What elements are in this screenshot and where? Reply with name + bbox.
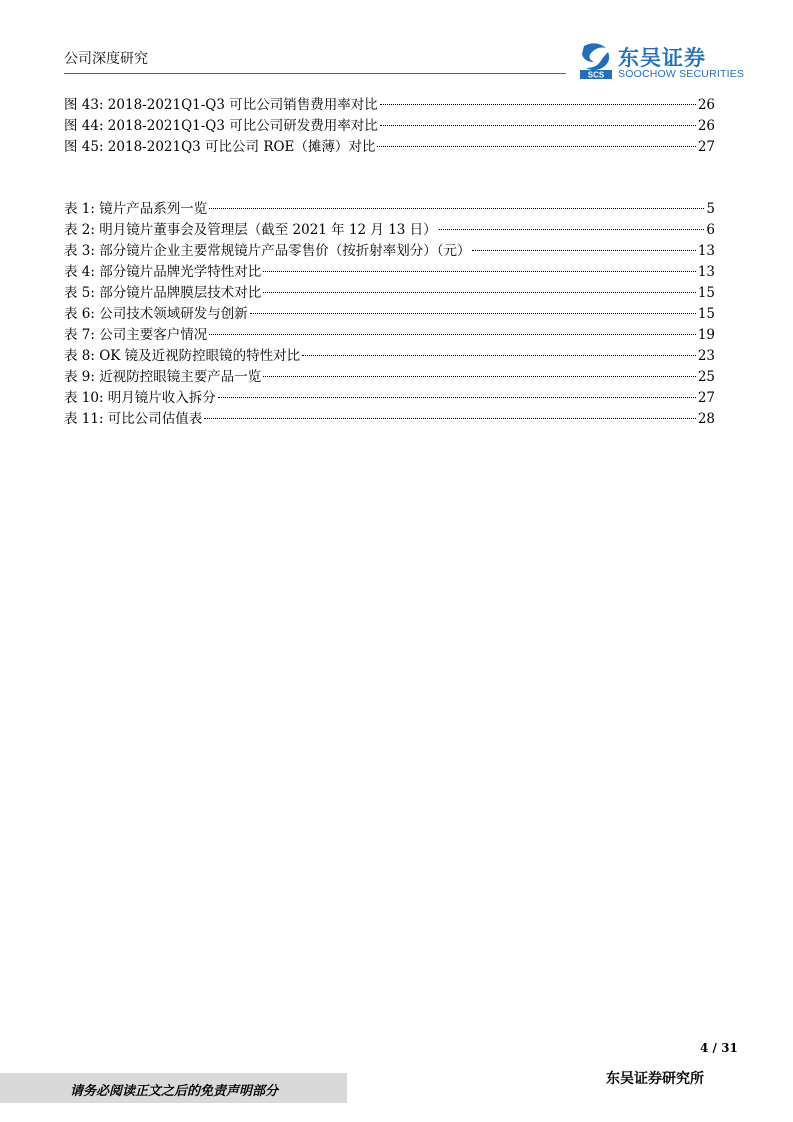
toc-entry-label: 表 11: 可比公司估值表 bbox=[64, 411, 203, 427]
toc-entry-label: 表 2: 明月镜片董事会及管理层（截至 2021 年 12 月 13 日） bbox=[64, 222, 437, 238]
toc-entry-page: 15 bbox=[697, 285, 715, 301]
toc-entry-table-11[interactable] bbox=[64, 409, 715, 430]
toc-entry-table-10[interactable] bbox=[64, 388, 715, 409]
toc-entry-page: 15 bbox=[697, 306, 715, 322]
dot-leader bbox=[380, 104, 696, 105]
soochow-logo-icon bbox=[578, 42, 614, 82]
toc-entry-label: 表 9: 近视防控眼镜主要产品一览 bbox=[64, 369, 262, 385]
dot-leader bbox=[263, 271, 696, 272]
toc-entry-page: 26 bbox=[697, 97, 715, 113]
dot-leader bbox=[204, 418, 696, 419]
dot-leader bbox=[302, 355, 696, 356]
toc-entry-table-2[interactable] bbox=[64, 220, 715, 241]
toc-entry-table-8[interactable] bbox=[64, 346, 715, 367]
toc-entry-table-9[interactable] bbox=[64, 367, 715, 388]
toc-entry-page: 27 bbox=[697, 390, 715, 406]
toc-entry-page: 25 bbox=[697, 369, 715, 385]
dot-leader bbox=[209, 334, 696, 335]
toc-entry-page: 26 bbox=[697, 118, 715, 134]
figure-list bbox=[64, 95, 715, 158]
toc-entry-page: 5 bbox=[706, 201, 715, 217]
toc-entry-page: 6 bbox=[706, 222, 715, 238]
toc-entry-table-5[interactable] bbox=[64, 283, 715, 304]
dot-leader bbox=[377, 146, 695, 147]
toc-entry-page: 13 bbox=[697, 264, 715, 280]
toc-entry-label: 图 44: 2018-2021Q1-Q3 可比公司研发费用率对比 bbox=[64, 118, 378, 134]
toc-entry-label: 表 6: 公司技术领域研发与创新 bbox=[64, 306, 248, 322]
disclaimer-note: 请务必阅读正文之后的免责声明部分 bbox=[70, 1084, 279, 1099]
brand-name-en: SOOCHOW SECURITIES bbox=[618, 68, 745, 80]
toc-entry-label: 表 1: 镜片产品系列一览 bbox=[64, 201, 208, 217]
report-type: 公司深度研究 bbox=[64, 51, 148, 67]
dot-leader bbox=[472, 250, 695, 251]
toc-entry-label: 表 7: 公司主要客户情况 bbox=[64, 327, 208, 343]
company-logo bbox=[578, 40, 748, 84]
toc-entry-page: 19 bbox=[697, 327, 715, 343]
toc-entry-table-1[interactable] bbox=[64, 199, 715, 220]
toc-entry-page: 13 bbox=[697, 243, 715, 259]
toc-entry-label: 表 5: 部分镜片品牌膜层技术对比 bbox=[64, 285, 262, 301]
dot-leader bbox=[380, 125, 696, 126]
toc-entry-page: 27 bbox=[697, 139, 715, 155]
toc-entry-table-4[interactable] bbox=[64, 262, 715, 283]
toc-entry-figure-45[interactable] bbox=[64, 137, 715, 158]
dot-leader bbox=[439, 229, 705, 230]
logo-mark-text: SCS bbox=[587, 70, 605, 80]
page-number: 4 / 31 bbox=[700, 1041, 738, 1055]
toc-entry-label: 表 8: OK 镜及近视防控眼镜的特性对比 bbox=[64, 348, 301, 364]
header-divider bbox=[64, 73, 566, 74]
toc-entry-table-6[interactable] bbox=[64, 304, 715, 325]
toc-entry-figure-44[interactable] bbox=[64, 116, 715, 137]
footer-organization: 东吴证券研究所 bbox=[606, 1071, 704, 1087]
toc-entry-table-7[interactable] bbox=[64, 325, 715, 346]
toc-entry-figure-43[interactable] bbox=[64, 95, 715, 116]
dot-leader bbox=[263, 376, 696, 377]
toc-entry-label: 表 10: 明月镜片收入拆分 bbox=[64, 390, 216, 406]
dot-leader bbox=[250, 313, 696, 314]
toc-entry-label: 图 45: 2018-2021Q3 可比公司 ROE（摊薄）对比 bbox=[64, 139, 376, 155]
toc-entry-label: 表 4: 部分镜片品牌光学特性对比 bbox=[64, 264, 262, 280]
toc-entry-page: 23 bbox=[697, 348, 715, 364]
brand-name-cn: 东吴证券 bbox=[618, 46, 706, 70]
toc-entry-table-3[interactable] bbox=[64, 241, 715, 262]
table-list bbox=[64, 199, 715, 430]
dot-leader bbox=[218, 397, 696, 398]
dot-leader bbox=[209, 208, 704, 209]
dot-leader bbox=[263, 292, 696, 293]
toc-entry-label: 表 3: 部分镜片企业主要常规镜片产品零售价（按折射率划分）（元） bbox=[64, 243, 471, 259]
toc-entry-label: 图 43: 2018-2021Q1-Q3 可比公司销售费用率对比 bbox=[64, 97, 378, 113]
toc-entry-page: 28 bbox=[697, 411, 715, 427]
